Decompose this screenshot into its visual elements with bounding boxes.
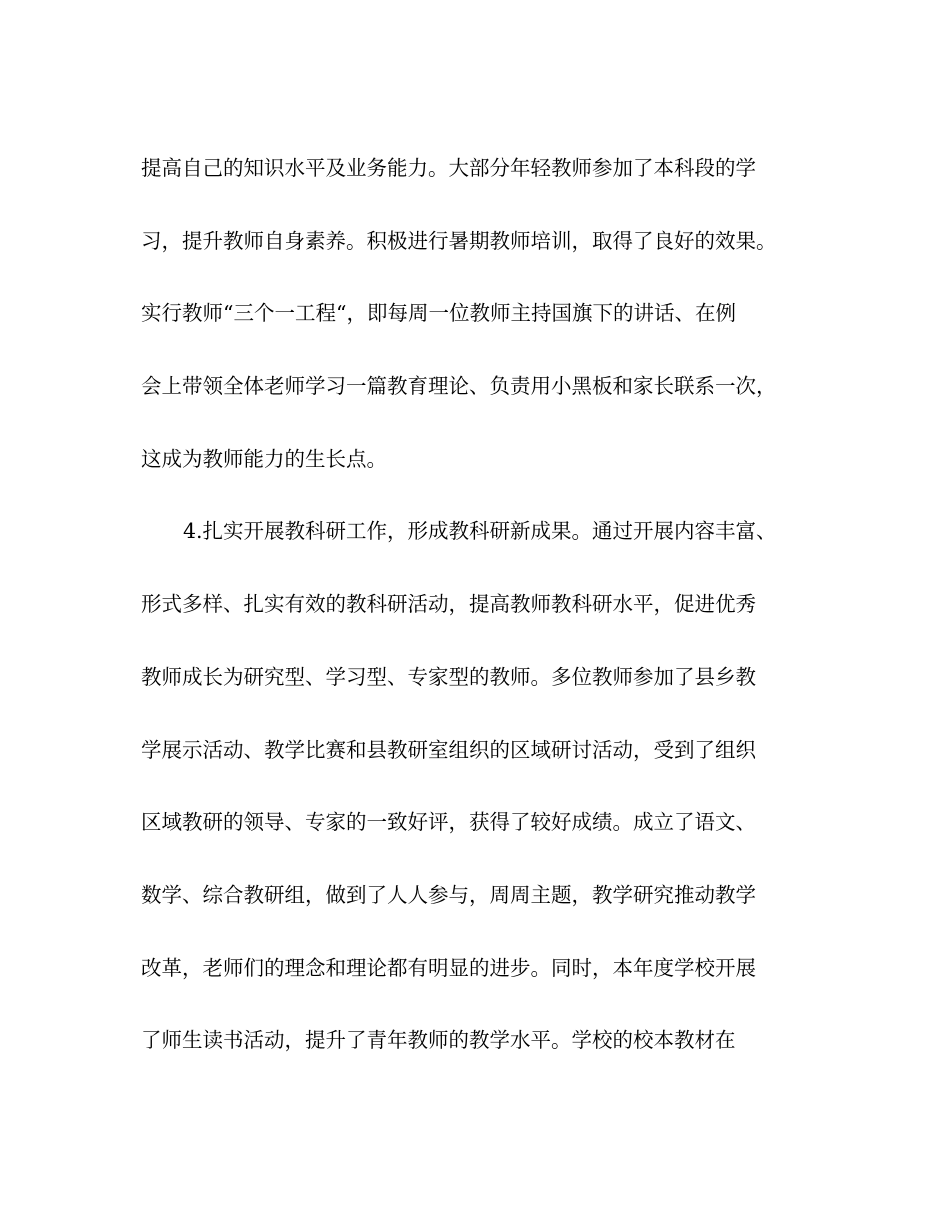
text-line: 会上带领全体老师学习一篇教育理论、负责用小黑板和家长联系一次， xyxy=(141,374,777,399)
text-line: 数学、综合教研组，做到了人人参与，周周主题，教学研究推动教学 xyxy=(141,882,756,907)
text-line: 学展示活动、教学比赛和县教研室组织的区域研讨活动，受到了组织 xyxy=(141,737,756,762)
text-line: 区域教研的领导、专家的一致好评，获得了较好成绩。成立了语文、 xyxy=(141,810,756,835)
text-line: 实行教师“三个一工程“，即每周一位教师主持国旗下的讲话、在例 xyxy=(141,301,736,326)
text-line: 形式多样、扎实有效的教科研活动，提高教师教科研水平，促进优秀 xyxy=(141,592,756,617)
text-line: 提高自己的知识水平及业务能力。大部分年轻教师参加了本科段的学 xyxy=(141,156,756,180)
text-line: 习，提升教师自身素养。积极进行暑期教师培训，取得了良好的效果。 xyxy=(141,228,777,253)
text-line: 教师成长为研究型、学习型、专家型的教师。多位教师参加了县乡教 xyxy=(141,664,756,689)
text-line: 改革，老师们的理念和理论都有明显的进步。同时，本年度学校开展 xyxy=(141,955,756,980)
text-line: 了师生读书活动，提升了青年教师的教学水平。学校的校本教材在 xyxy=(141,1028,736,1053)
text-line: 这成为教师能力的生长点。 xyxy=(141,446,387,471)
paragraph-start-line: 4.扎实开展教科研工作，形成教科研新成果。通过开展内容丰富、 xyxy=(183,519,777,544)
body-text xyxy=(141,132,821,1077)
